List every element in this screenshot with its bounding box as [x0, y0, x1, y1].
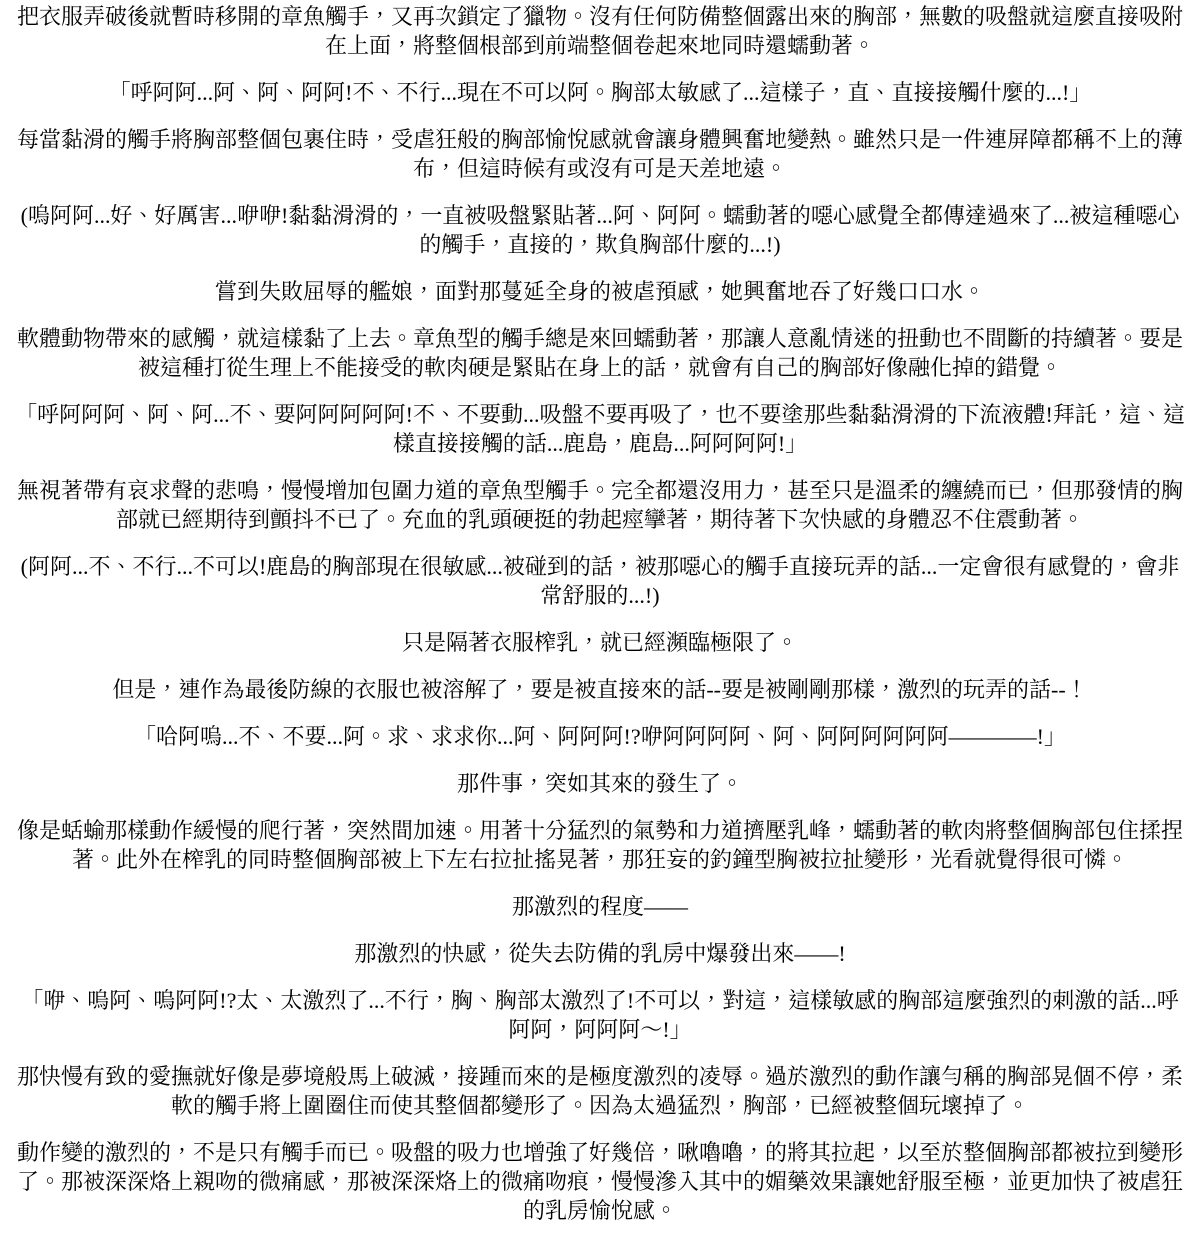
- paragraph: 那快慢有致的愛撫就好像是夢境般馬上破滅，接踵而來的是極度激烈的凌辱。過於激烈的動作讓勻稱的胸部晃個不停，柔軟的觸手將上圍圈住而使其整個都變形了。因為太過猛烈，胸部，已經被整個玩壞掉了。: [16, 1064, 1183, 1118]
- paragraph: 每當黏滑的觸手將胸部整個包裹住時，受虐狂般的胸部愉悅感就會讓身體興奮地變熱。雖然只是一件連屏障都稱不上的薄布，但這時候有或沒有可是天差地遠。: [16, 127, 1183, 181]
- paragraph: 「呼阿阿阿、阿、阿...不、要阿阿阿阿阿!不、不要動...吸盤不要再吸了，也不要塗那些黏黏滑滑的下流液體!拜託，這、這樣直接接觸的話...鹿島，鹿島...阿阿阿阿!」: [15, 402, 1185, 456]
- paragraph: 只是隔著衣服榨乳，就已經瀕臨極限了。: [401, 630, 798, 655]
- paragraph: 那激烈的快感，從失去防備的乳房中爆發出來——!: [354, 941, 846, 966]
- paragraph: 但是，連作為最後防線的衣服也被溶解了，要是被直接來的話--要是被剛剛那樣，激烈的玩弄的話--！: [112, 677, 1088, 702]
- paragraph: 「呼阿阿...阿、阿、阿阿!不、不行...現在不可以阿。胸部太敏感了...這樣子，直、直接接觸什麼的...!」: [108, 80, 1092, 105]
- paragraph: 把衣服弄破後就暫時移開的章魚觸手，又再次鎖定了獵物。沒有任何防備整個露出來的胸部，無數的吸盤就這麼直接吸附在上面，將整個根部到前端整個卷起來地同時還蠕動著。: [16, 4, 1183, 58]
- paragraph: (阿阿...不、不行...不可以!鹿島的胸部現在很敏感...被碰到的話，被那噁心的觸手直接玩弄的話...一定會很有感覺的，會非常舒服的...!): [20, 554, 1180, 608]
- paragraph: 「哈阿嗚...不、不要...阿。求、求求你...阿、阿阿阿!?咿阿阿阿阿、阿、阿阿阿阿阿阿————!」: [134, 724, 1066, 749]
- paragraph: (嗚阿阿...好、好厲害...咿咿!黏黏滑滑的，一直被吸盤緊貼著...阿、阿阿。蠕動著的噁心感覺全都傳達過來了...被這種噁心的觸手，直接的，欺負胸部什麼的...!): [20, 203, 1180, 257]
- paragraph: 動作變的激烈的，不是只有觸手而已。吸盤的吸力也增強了好幾倍，啾嚕嚕，的將其拉起，以至於整個胸部都被拉到變形了。那被深深烙上親吻的微痛感，那被深深烙上的微痛吻痕，慢慢滲入其中的媚藥效果讓她舒服至極，並更加快了被虐狂的乳房愉悅感。: [16, 1140, 1183, 1223]
- paragraph: 嘗到失敗屈辱的艦娘，面對那蔓延全身的被虐預感，她興奮地吞了好幾口口水。: [214, 279, 985, 304]
- paragraph: 像是蛞蝓那樣動作緩慢的爬行著，突然間加速。用著十分猛烈的氣勢和力道擠壓乳峰，蠕動著的軟肉將整個胸部包住揉捏著。此外在榨乳的同時整個胸部被上下左右拉扯搖晃著，那狂妄的釣鐘型胸被拉扯變形，光看就覺得很可憐。: [16, 818, 1183, 872]
- paragraph: 「咿、嗚阿、嗚阿阿!?太、太激烈了...不行，胸、胸部太激烈了!不可以，對這，這樣敏感的胸部這麼強烈的刺激的話...呼阿阿，阿阿阿～!」: [21, 988, 1179, 1042]
- paragraph: 軟體動物帶來的感觸，就這樣黏了上去。章魚型的觸手總是來回蠕動著，那讓人意亂情迷的扭動也不間斷的持續著。要是被這種打從生理上不能接受的軟肉硬是緊貼在身上的話，就會有自己的胸部好像融化掉的錯覺。: [16, 326, 1183, 380]
- paragraph: 那激烈的程度——: [511, 894, 688, 919]
- paragraph: 那件事，突如其來的發生了。: [456, 771, 743, 796]
- paragraph: 無視著帶有哀求聲的悲鳴，慢慢增加包圍力道的章魚型觸手。完全都還沒用力，甚至只是溫柔的纏繞而已，但那發情的胸部就已經期待到顫抖不已了。充血的乳頭硬挺的勃起痙攣著，期待著下次快感的身體忍不住震動著。: [16, 478, 1183, 532]
